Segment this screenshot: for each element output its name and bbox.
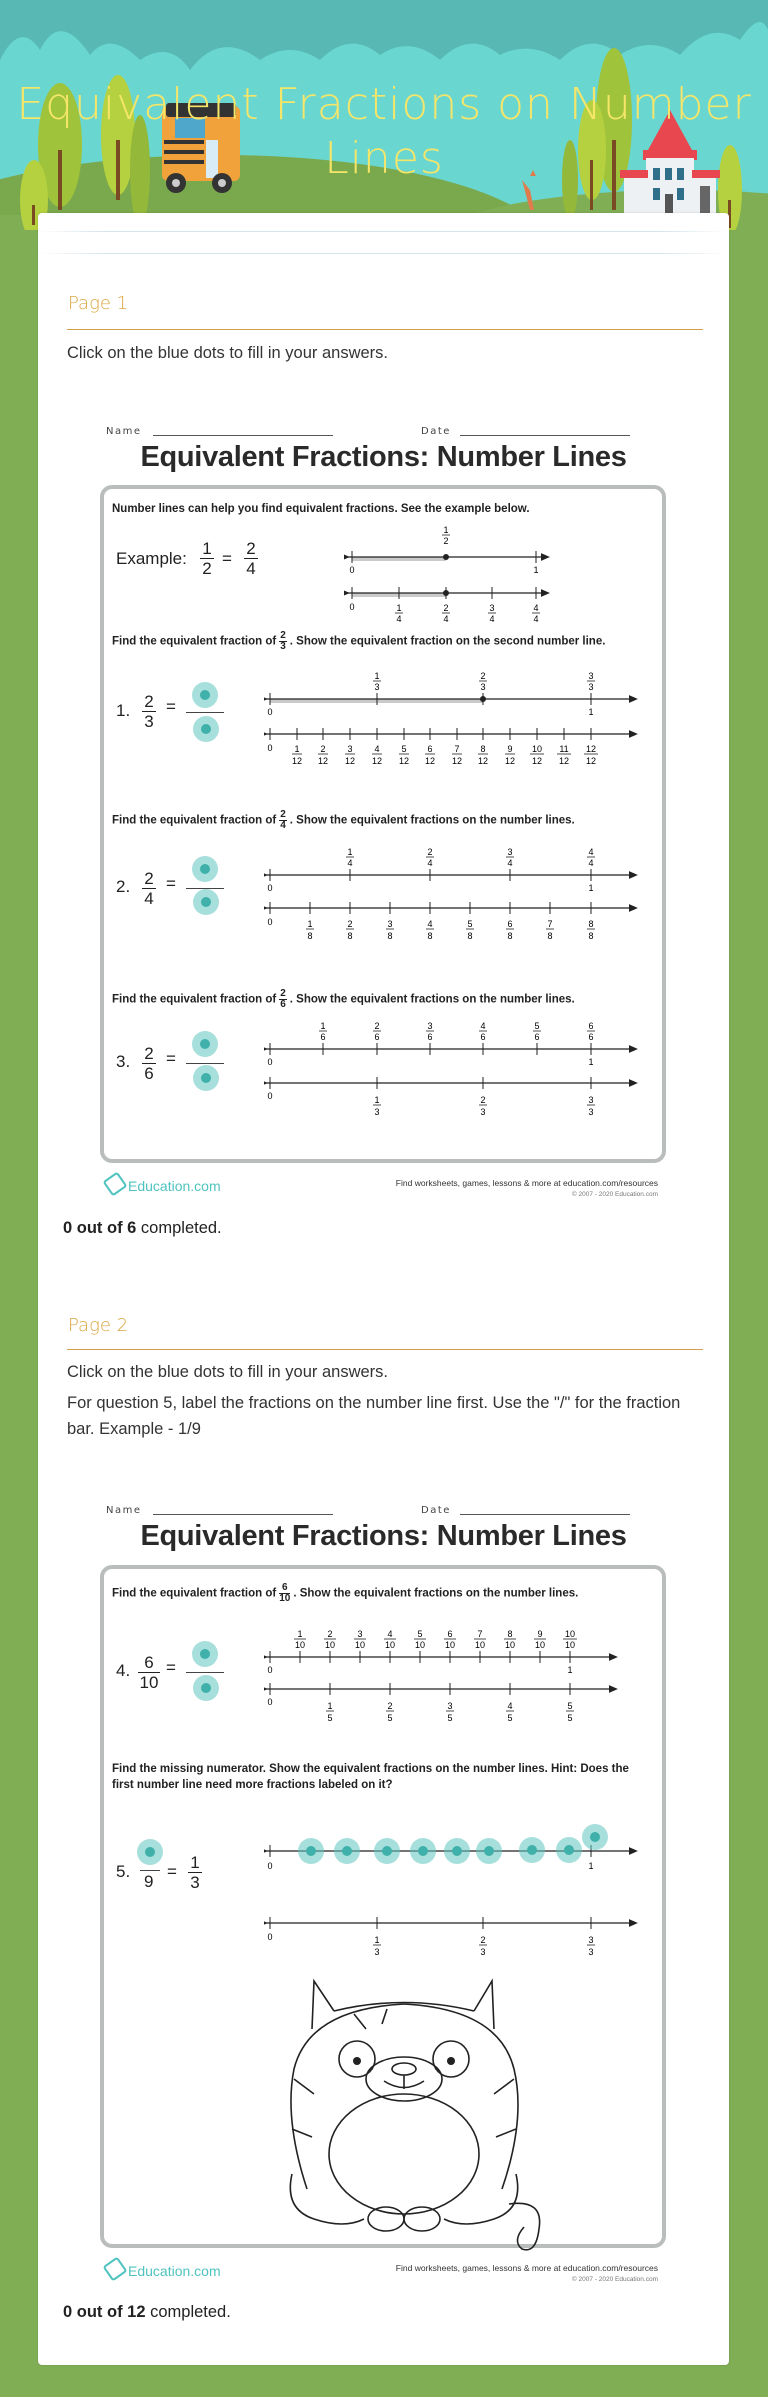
q4-prompt: Find the equivalent fraction of $\frac{6}{10}$ . Show the equivalent fractions on the number lines.: [112, 1582, 579, 1604]
svg-text:4: 4: [396, 614, 402, 624]
answer-fraction-bar: [140, 1870, 160, 1871]
svg-text:2: 2: [327, 1629, 333, 1639]
example-number-lines: [344, 523, 564, 633]
equals-sign: =: [166, 697, 176, 716]
svg-text:12: 12: [317, 756, 329, 766]
svg-text:1: 1: [588, 1057, 594, 1067]
equals-sign: =: [166, 1658, 176, 1677]
svg-text:10: 10: [294, 1640, 306, 1650]
svg-text:3: 3: [507, 847, 513, 857]
svg-text:4: 4: [507, 1701, 513, 1711]
svg-text:1: 1: [374, 1095, 380, 1105]
svg-text:2: 2: [347, 919, 353, 929]
example-fraction-left: 1 2: [200, 539, 214, 578]
q2-given-fraction: 2 4: [142, 869, 156, 908]
svg-text:1: 1: [307, 919, 313, 929]
page-2-completion-status: 0 out of 12 completed.: [63, 2303, 231, 2321]
q2-prompt: Find the equivalent fraction of $\frac{2}{4}$ . Show the equivalent fractions on the number lines.: [112, 809, 575, 831]
svg-text:5: 5: [507, 1713, 513, 1723]
svg-text:6: 6: [588, 1032, 594, 1042]
svg-text:4: 4: [347, 858, 353, 868]
footer-resources-text: Find worksheets, games, lessons & more at education.com/resources: [395, 2263, 658, 2273]
page-1-heading: Page 1: [68, 293, 129, 314]
svg-text:4: 4: [374, 744, 380, 754]
answer-fraction-bar: [186, 712, 224, 713]
q2-number-lines: [264, 845, 644, 945]
q1-denominator-dot[interactable]: [193, 716, 219, 742]
svg-text:10: 10: [534, 1640, 546, 1650]
svg-text:12: 12: [585, 756, 597, 766]
svg-text:10: 10: [564, 1629, 576, 1639]
svg-text:7: 7: [547, 919, 553, 929]
example-label: Example:: [116, 549, 187, 568]
q5-prompt-line1: Find the missing numerator. Show the equivalent fractions on the number lines. Hint: Does the: [112, 1763, 629, 1775]
svg-text:3: 3: [427, 1021, 433, 1031]
page-1-completion-status: 0 out of 6 completed.: [63, 1219, 222, 1237]
svg-text:3: 3: [588, 1095, 594, 1105]
svg-text:5: 5: [327, 1713, 333, 1723]
footer-copyright: © 2007 - 2020 Education.com: [571, 2276, 658, 2283]
svg-text:7: 7: [454, 744, 460, 754]
svg-text:7: 7: [477, 1629, 483, 1639]
worksheet-box: [100, 1565, 666, 2248]
svg-text:1: 1: [374, 671, 380, 681]
svg-text:8: 8: [467, 931, 473, 941]
q4-denominator-dot[interactable]: [193, 1675, 219, 1701]
svg-text:3: 3: [480, 1107, 486, 1117]
svg-text:6: 6: [320, 1032, 326, 1042]
date-label: Date: [421, 1505, 451, 1516]
svg-text:10: 10: [444, 1640, 456, 1650]
svg-text:10: 10: [474, 1640, 486, 1650]
svg-text:8: 8: [347, 931, 353, 941]
svg-text:2: 2: [320, 744, 326, 754]
q5-prompt-line2: first number line need more fractions labeled on it?: [112, 1779, 393, 1791]
svg-text:4: 4: [588, 858, 594, 868]
education-logo: Education.com: [106, 1175, 221, 1194]
worksheet-title: Equivalent Fractions: Number Lines: [140, 441, 627, 473]
svg-text:2: 2: [443, 536, 449, 546]
svg-text:1: 1: [347, 847, 353, 857]
svg-text:12: 12: [504, 756, 516, 766]
svg-text:1: 1: [374, 1935, 380, 1945]
q3-numerator-dot[interactable]: [192, 1031, 218, 1057]
education-logo: Education.com: [106, 2260, 221, 2279]
svg-text:0: 0: [267, 1665, 273, 1675]
svg-text:2: 2: [443, 603, 449, 613]
svg-text:12: 12: [585, 744, 597, 754]
svg-text:3: 3: [480, 1947, 486, 1957]
svg-text:0: 0: [267, 1861, 273, 1871]
svg-text:8: 8: [588, 919, 594, 929]
svg-text:8: 8: [427, 931, 433, 941]
q5-numerator-dot[interactable]: [137, 1839, 163, 1865]
cat-illustration: [254, 1969, 554, 2259]
svg-text:8: 8: [307, 931, 313, 941]
svg-text:1: 1: [320, 1021, 326, 1031]
svg-text:10: 10: [384, 1640, 396, 1650]
q5-right-fraction: 1 3: [188, 1853, 202, 1892]
q1-number-lines: [264, 669, 644, 769]
page-2-heading: Page 2: [68, 1315, 129, 1336]
page-2-instruction-q5: For question 5, label the fractions on the number line first. Use the "/" for the fraction bar. Example - 1/9: [67, 1394, 681, 1438]
footer-copyright: © 2007 - 2020 Education.com: [571, 1191, 658, 1198]
svg-text:4: 4: [533, 614, 539, 624]
q5-label-dot-2[interactable]: [334, 1838, 360, 1864]
hero-banner: [0, 0, 768, 230]
svg-text:12: 12: [451, 756, 463, 766]
q4-number: 4.: [116, 1661, 131, 1680]
equals-sign: =: [222, 549, 232, 568]
equals-sign: =: [166, 1049, 176, 1068]
page-title: Equivalent Fractions on Number Lines: [16, 79, 752, 184]
svg-text:4: 4: [588, 847, 594, 857]
date-line: [460, 435, 630, 436]
svg-text:0: 0: [349, 602, 355, 612]
svg-text:4: 4: [427, 919, 433, 929]
svg-text:8: 8: [507, 1629, 513, 1639]
example-fraction-right: 2 4: [244, 539, 258, 578]
svg-text:8: 8: [588, 931, 594, 941]
pencil-logo-icon: [102, 1171, 127, 1196]
answer-fraction-bar: [186, 1063, 224, 1064]
worksheet-intro: Number lines can help you find equivalent fractions. See the example below.: [112, 503, 530, 515]
svg-text:5: 5: [417, 1629, 423, 1639]
q1-number: 1.: [116, 701, 131, 720]
svg-text:0: 0: [267, 883, 273, 893]
svg-text:2: 2: [480, 1095, 486, 1105]
q5-number: 5.: [116, 1862, 131, 1881]
svg-text:12: 12: [371, 756, 383, 766]
pencil-logo-icon: [102, 2256, 127, 2281]
svg-text:9: 9: [507, 744, 513, 754]
svg-text:3: 3: [447, 1701, 453, 1711]
svg-text:6: 6: [427, 1032, 433, 1042]
svg-text:0: 0: [267, 707, 273, 717]
footer-resources-text: Find worksheets, games, lessons & more at education.com/resources: [395, 1178, 658, 1188]
q5-label-dot-5[interactable]: [444, 1838, 470, 1864]
date-label: Date: [421, 426, 451, 437]
svg-text:5: 5: [387, 1713, 393, 1723]
svg-text:12: 12: [424, 756, 436, 766]
svg-text:12: 12: [558, 756, 570, 766]
q2-denominator-dot[interactable]: [193, 889, 219, 915]
q5-label-dot-8[interactable]: [556, 1837, 582, 1863]
svg-text:12: 12: [398, 756, 410, 766]
q3-given-fraction: 2 6: [142, 1044, 156, 1083]
q2-numerator-dot[interactable]: [192, 856, 218, 882]
name-label: Name: [106, 1505, 142, 1516]
svg-text:10: 10: [354, 1640, 366, 1650]
svg-text:1: 1: [396, 603, 402, 613]
svg-text:2: 2: [374, 1021, 380, 1031]
svg-text:3: 3: [588, 1935, 594, 1945]
q1-prompt: Find the equivalent fraction of $\frac{2}{3}$ . Show the equivalent fraction on the second number line.: [112, 630, 606, 652]
svg-text:5: 5: [567, 1701, 573, 1711]
svg-text:2: 2: [480, 671, 486, 681]
svg-text:3: 3: [588, 1947, 594, 1957]
svg-text:3: 3: [374, 1947, 380, 1957]
svg-text:0: 0: [267, 917, 273, 927]
svg-text:10: 10: [324, 1640, 336, 1650]
q4-number-lines: [264, 1627, 644, 1727]
svg-text:1: 1: [588, 883, 594, 893]
q5-label-dot-6[interactable]: [476, 1838, 502, 1864]
svg-text:1: 1: [588, 1861, 594, 1871]
q3-number: 3.: [116, 1052, 131, 1071]
name-line: [153, 1514, 333, 1515]
svg-text:4: 4: [427, 858, 433, 868]
q3-number-lines: [264, 1019, 644, 1119]
divider: [38, 253, 729, 254]
svg-text:8: 8: [507, 931, 513, 941]
svg-text:1: 1: [588, 707, 594, 717]
activity-card: [38, 213, 729, 2365]
q5-given-denominator: 9: [144, 1872, 154, 1891]
q4-given-fraction: 6 10: [139, 1653, 159, 1692]
svg-text:8: 8: [547, 931, 553, 941]
svg-text:0: 0: [349, 565, 355, 575]
svg-text:4: 4: [480, 1021, 486, 1031]
svg-text:1: 1: [327, 1701, 333, 1711]
page-1-instruction: Click on the blue dots to fill in your answers.: [67, 344, 388, 362]
answer-fraction-bar: [186, 1672, 224, 1673]
svg-text:3: 3: [387, 919, 393, 929]
svg-text:5: 5: [467, 919, 473, 929]
q5-label-dot-4[interactable]: [410, 1838, 436, 1864]
q5-label-dot-7[interactable]: [519, 1837, 545, 1863]
svg-text:4: 4: [507, 858, 513, 868]
svg-text:1: 1: [297, 1629, 303, 1639]
q4-numerator-dot[interactable]: [192, 1641, 218, 1667]
q1-numerator-dot[interactable]: [192, 682, 218, 708]
svg-text:1: 1: [533, 565, 539, 575]
svg-text:3: 3: [347, 744, 353, 754]
svg-text:3: 3: [588, 671, 594, 681]
svg-text:12: 12: [291, 756, 303, 766]
svg-text:6: 6: [447, 1629, 453, 1639]
q5-label-dot-3[interactable]: [374, 1838, 400, 1864]
name-line: [153, 435, 333, 436]
svg-text:9: 9: [537, 1629, 543, 1639]
svg-text:0: 0: [267, 1697, 273, 1707]
q5-label-dot-1[interactable]: [298, 1838, 324, 1864]
divider: [38, 231, 729, 232]
q2-number: 2.: [116, 877, 131, 896]
svg-text:3: 3: [588, 1107, 594, 1117]
svg-text:11: 11: [559, 744, 569, 754]
svg-text:6: 6: [534, 1032, 540, 1042]
worksheet-box: [100, 485, 666, 1163]
svg-text:10: 10: [504, 1640, 516, 1650]
svg-text:12: 12: [477, 756, 489, 766]
svg-text:0: 0: [267, 1932, 273, 1942]
svg-text:1: 1: [294, 744, 300, 754]
svg-text:3: 3: [374, 1107, 380, 1117]
svg-text:2: 2: [387, 1701, 393, 1711]
svg-text:12: 12: [531, 756, 543, 766]
q3-prompt: Find the equivalent fraction of $\frac{2}{6}$ . Show the equivalent fractions on the number lines.: [112, 988, 575, 1010]
page-1-rule: [67, 329, 703, 330]
svg-text:12: 12: [344, 756, 356, 766]
svg-text:5: 5: [447, 1713, 453, 1723]
svg-text:3: 3: [480, 682, 486, 692]
svg-text:2: 2: [480, 1935, 486, 1945]
svg-text:8: 8: [480, 744, 486, 754]
svg-text:10: 10: [531, 744, 543, 754]
svg-text:8: 8: [387, 931, 393, 941]
q5-label-dot-9[interactable]: [582, 1824, 608, 1850]
svg-text:4: 4: [443, 614, 449, 624]
svg-text:2: 2: [427, 847, 433, 857]
svg-text:6: 6: [427, 744, 433, 754]
svg-text:5: 5: [401, 744, 407, 754]
date-line: [460, 1514, 630, 1515]
svg-text:0: 0: [267, 1091, 273, 1101]
svg-text:3: 3: [489, 603, 495, 613]
svg-text:1: 1: [567, 1665, 573, 1675]
name-label: Name: [106, 426, 142, 437]
svg-text:0: 0: [267, 743, 273, 753]
svg-text:1: 1: [443, 525, 449, 535]
svg-text:6: 6: [374, 1032, 380, 1042]
q1-given-fraction: 2 3: [142, 692, 156, 731]
svg-text:4: 4: [533, 603, 539, 613]
svg-text:10: 10: [414, 1640, 426, 1650]
svg-text:6: 6: [588, 1021, 594, 1031]
svg-text:10: 10: [564, 1640, 576, 1650]
svg-text:4: 4: [489, 614, 495, 624]
svg-text:4: 4: [387, 1629, 393, 1639]
svg-text:3: 3: [588, 682, 594, 692]
svg-text:5: 5: [567, 1713, 573, 1723]
page-2-rule: [67, 1349, 703, 1350]
worksheet-title: Equivalent Fractions: Number Lines: [140, 1520, 627, 1552]
svg-text:3: 3: [357, 1629, 363, 1639]
svg-text:0: 0: [267, 1057, 273, 1067]
svg-text:3: 3: [374, 682, 380, 692]
q3-denominator-dot[interactable]: [193, 1065, 219, 1091]
svg-text:5: 5: [534, 1021, 540, 1031]
equals-sign: =: [166, 874, 176, 893]
equals-sign: =: [167, 1862, 177, 1881]
svg-text:6: 6: [507, 919, 513, 929]
page-2-instruction: Click on the blue dots to fill in your answers.: [67, 1363, 388, 1381]
svg-text:6: 6: [480, 1032, 486, 1042]
